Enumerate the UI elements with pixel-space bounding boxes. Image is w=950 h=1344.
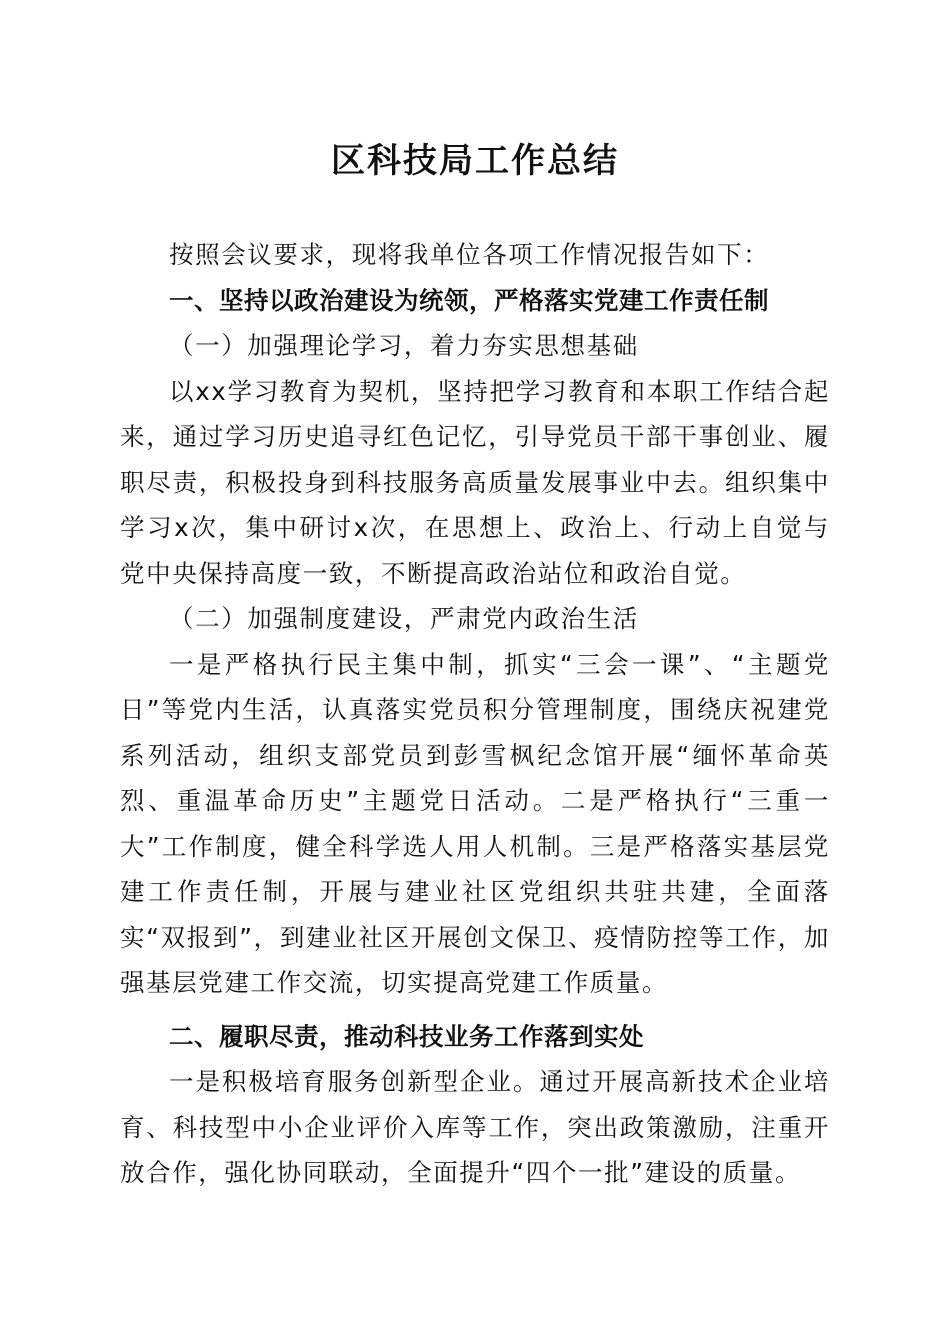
section-1-heading: 一、坚持以政治建设为统领，严格落实党建工作责任制 (169, 285, 769, 315)
intro-paragraph: 按照会议要求，现将我单位各项工作情况报告如下： (169, 240, 770, 269)
document-body (120, 232, 830, 1196)
section-1-sub-1-paragraph: 以xx学习教育为契机，坚持把学习教育和本职工作结合起来，通过学习历史追寻红色记忆，引导党员干部干事创业、履职尽责，积极投身到科技服务高质量发展事业中去。组织集中学习x次，集中研讨x次，在思想上、政治上、行动上自觉与党中央保持高度一致，不断提高政治站位和政治自觉。 (120, 376, 830, 588)
section-1-sub-2-paragraph: 一是严格执行民主集中制，抓实“三会一课”、“主题党日”等党内生活，认真落实党员积分管理制度，围绕庆祝建党系列活动，组织支部党员到彭雪枫纪念馆开展“缅怀革命英烈、重温革命历史”主题党日活动。二是严格执行“三重一大”工作制度，健全科学选人用人机制。三是严格落实基层党建工作责任制，开展与建业社区党组织共驻共建，全面落实“双报到”，到建业社区开展创文保卫、疫情防控等工作，加强基层党建工作交流，切实提高党建工作质量。 (120, 649, 830, 997)
document-title: 区科技局工作总结 (331, 141, 619, 181)
section-1-sub-2-heading: （二）加强制度建设，严肃党内政治生活 (169, 604, 639, 633)
section-2-paragraph: 一是积极培育服务创新型企业。通过开展高新技术企业培育、科技型中小企业评价入库等工作，突出政策激励，注重开放合作，强化协同联动，全面提升“四个一批”建设的质量。 (120, 1067, 830, 1187)
section-2-heading: 二、履职尽责，推动科技业务工作落到实处 (169, 1021, 644, 1051)
section-1-sub-1-heading: （一）加强理论学习，着力夯实思想基础 (169, 331, 639, 360)
